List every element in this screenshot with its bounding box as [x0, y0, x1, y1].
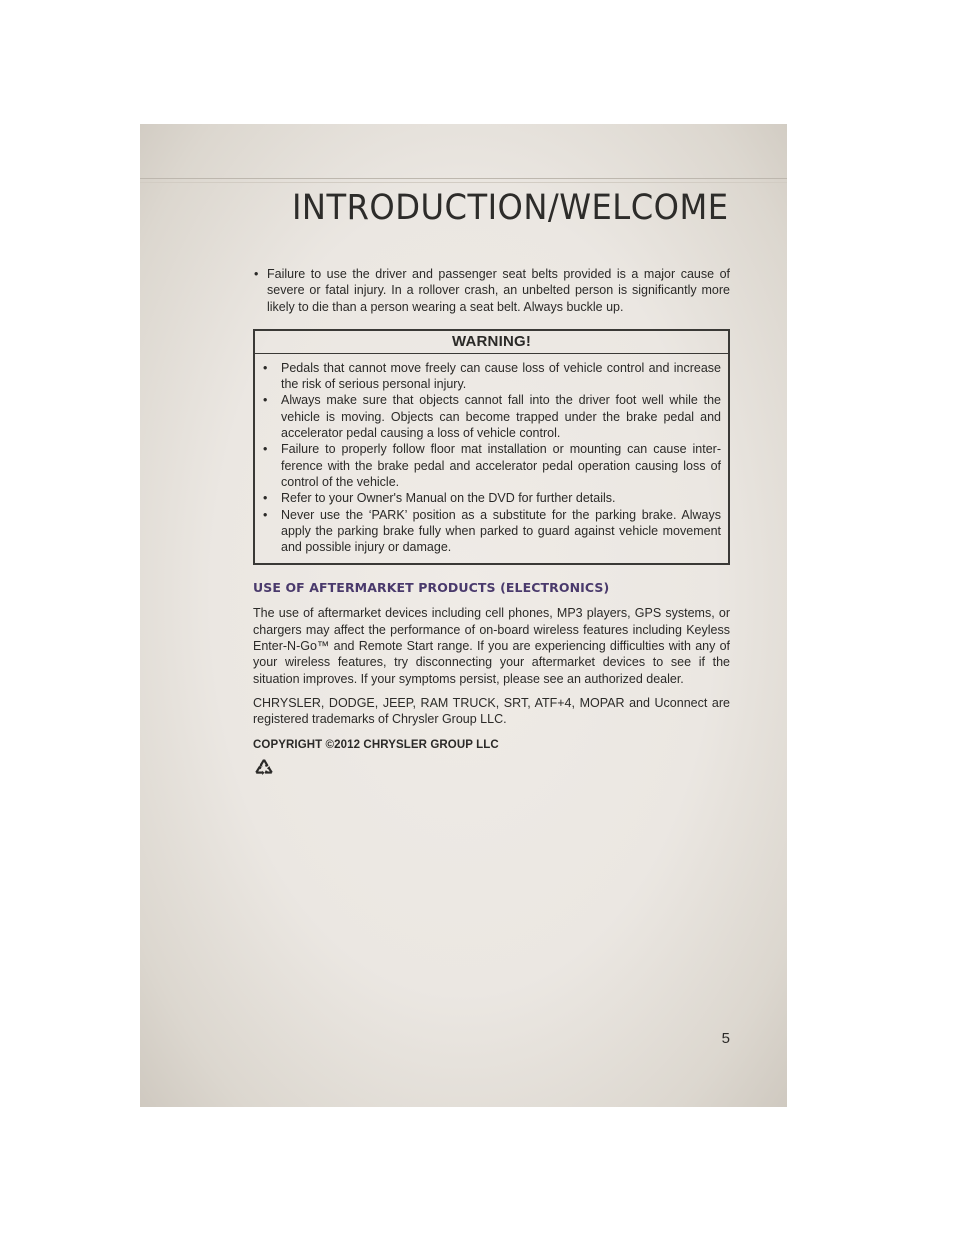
warning-box — [253, 329, 730, 566]
intro-bullet-text: Failure to use the driver and passenger seat belts provided is a major cause of severe or fatal injury. In a rollover crash, an unbelted person is significantly more likely to die than a person wearing a seat belt. Always buckle up. — [267, 267, 730, 314]
section-paragraph: The use of aftermarket devices including cell phones, MP3 players, GPS systems, or chargers may affect the performance of on-board wireless features including Keyless Enter-N-Go™ and Remote Start range. If you are experiencing difficulties with any of your wireless features, try disconnecting your aftermarket devices to see if the situation improves. If your symptoms persist, please see an authorized dealer. — [253, 606, 730, 686]
warning-item-text: Refer to your Owner's Manual on the DVD for further details. — [281, 491, 616, 506]
section-heading: USE OF AFTERMARKET PRODUCTS (ELECTRONICS) — [253, 580, 610, 596]
page-content — [253, 266, 730, 783]
warning-item — [261, 441, 721, 490]
warning-title: WARNING! — [255, 331, 728, 354]
bullet-dot: • — [263, 491, 268, 506]
warning-body — [255, 354, 728, 564]
page-title: INTRODUCTION/WELCOME — [292, 188, 729, 228]
warning-item-text: Failure to properly follow floor mat installation or mounting can cause inter-ference with the brake pedal and accelerator pedal operation causing loss of control of the vehicle. — [281, 442, 721, 489]
bullet-dot: • — [263, 393, 268, 408]
bullet-dot: • — [263, 507, 268, 522]
warning-item — [261, 507, 721, 556]
header-rule-secondary — [140, 182, 787, 183]
warning-item-text: Pedals that cannot move freely can cause loss of vehicle control and increase the risk of serious personal injury. — [281, 360, 721, 392]
warning-list — [261, 360, 721, 556]
warning-item-text: Always make sure that objects cannot fall into the driver foot well while the vehicle is moving. Objects can become trapped under the brake pedal and accelerator pedal causing a loss of vehicle control. — [281, 393, 721, 441]
manual-page — [140, 124, 787, 1107]
page-number: 5 — [721, 1030, 730, 1047]
warning-item — [261, 490, 721, 506]
trademark-paragraph: CHRYSLER, DODGE, JEEP, RAM TRUCK, SRT, ATF+4, MOPAR and Uconnect are registered trademarks of Chrysler Group LLC. — [253, 695, 730, 727]
bullet-dot: • — [263, 360, 268, 375]
warning-item-text: Never use the ‘PARK’ position as a substitute for the parking brake. Always apply the parking brake fully when parked to guard against vehicle movement and possible injury or damage. — [281, 507, 721, 555]
bullet-dot: • — [263, 442, 268, 457]
recycle-icon — [253, 757, 275, 779]
copyright-notice: COPYRIGHT ©2012 CHRYSLER GROUP LLC — [253, 738, 499, 751]
warning-item — [261, 392, 721, 441]
bullet-dot: • — [254, 267, 259, 281]
header-rule — [140, 178, 787, 179]
warning-item — [261, 360, 721, 393]
intro-bullet-list — [253, 266, 730, 315]
intro-bullet-item — [253, 266, 730, 315]
